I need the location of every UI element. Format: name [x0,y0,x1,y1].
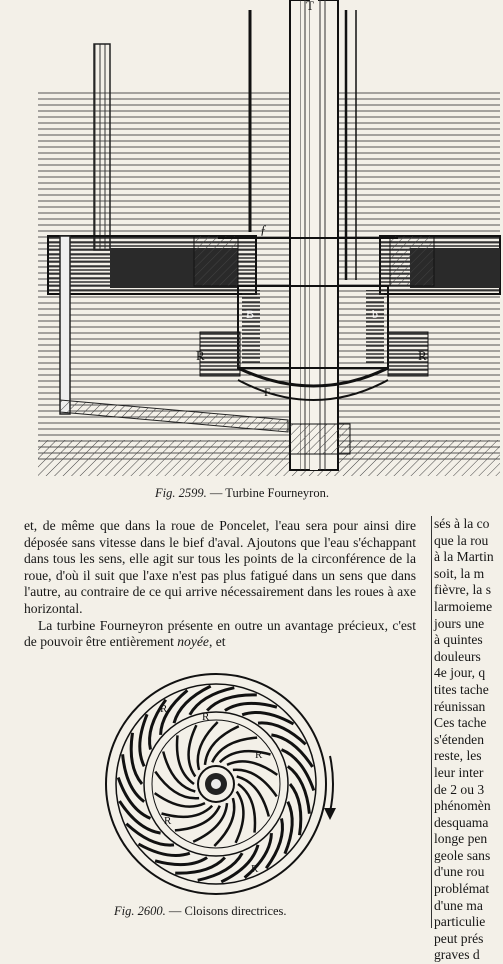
right-column-line: reste, les [434,748,482,764]
label-bottom-f: F [264,385,271,399]
right-column-line: desquama [434,814,489,830]
figure2-caption [114,904,287,919]
right-column-line: phénomèn [434,798,491,814]
right-column-line: douleurs [434,648,481,664]
paragraph-1: et, de même que dans la roue de Poncelet, l'eau sera pour ainsi dire déposée sans vitesse dans le bief d'aval. Ajoutons que l'eau s'échappant dans tous les sens, elle agit sur tous les points de la circonférence de la roue, d'où il suit que l'axe n'est pas plus fatigué dans un sens que dans l'autre, au contraire de ce qui arrive nécessairement dans les roues à axe horizontal. [24,518,416,616]
right-column-line: réunissan [434,698,486,714]
wheel-label-r-4: R [202,711,210,723]
right-column-line: jours une [434,615,485,631]
right-column-line: leur inter [434,764,484,780]
paragraph-2 [24,618,416,651]
label-b-left: B [246,307,255,321]
figure2-caption-text: — Cloisons directrices. [168,904,287,918]
paragraph-2-emphasis: noyée [177,634,209,650]
right-column-line: d'une rou [434,864,485,880]
right-column-line: graves d [434,947,480,963]
wheel-vane [177,735,194,784]
figure1-caption [155,486,329,501]
right-column-line: 4e jour, q [434,665,486,681]
label-r-left: R [196,348,205,363]
wheel-vane [285,802,292,854]
right-column-line: problémat [434,881,490,897]
right-column-line: s'étenden [434,731,485,747]
wheel-vane [238,784,255,833]
wheel-vane [198,722,218,770]
label-top-t: T [306,0,314,13]
right-column-line: fièvre, la s [434,582,491,598]
right-column-line: sés à la co [434,516,490,531]
right-column-line: que la rou [434,532,489,548]
wheel-vane [214,798,234,846]
wheel-vane [155,772,199,799]
right-column-line: soit, la m [434,565,485,581]
right-column-line: particulie [434,914,486,930]
wheel-vane [233,770,277,797]
figure2-caption-number: Fig. 2600. [114,904,166,918]
wheel-vane [190,688,235,715]
wheel-label-r-3: R [164,815,172,827]
right-column-line: peut prés [434,930,484,946]
right-column-line: tites tache [434,681,489,697]
figure-cloisons-directrices [98,664,348,904]
wheel-vane [155,858,207,865]
paragraph-2-end: , et [208,634,226,650]
wheel-vane [236,792,244,843]
wheel-label-r-2: R [255,749,263,761]
label-b-right: b [372,307,378,321]
figure1-caption-number: Fig. 2599. [155,486,207,500]
right-text-column [431,516,503,963]
wheel-vane [225,703,277,710]
label-pipe-f: ƒ [260,222,267,237]
right-column-line: larmoieme [434,598,493,614]
right-column-line: longe pen [434,831,488,847]
right-column-line: Ces tache [434,715,487,731]
figure-turbine-fourneyron [38,0,500,478]
right-column-line: à la Martin [434,549,494,565]
figure1-caption-text: — Turbine Fourneyron. [209,486,329,500]
wheel-vane [140,714,147,766]
right-column-line: à quintes [434,632,483,648]
wheel-vane [198,853,243,880]
main-text-column [24,518,416,651]
wheel-label-r-5: R [251,863,259,875]
wheel-label-r-1: R [160,703,168,715]
label-r-right: R [418,348,427,363]
right-column-line: de 2 ou 3 [434,781,485,797]
right-column-line: d'une ma [434,897,483,913]
paragraph-2-start: La turbine Fourneyron présente en outre un avantage précieux, c'est de pouvoir être entièrement [24,617,416,650]
right-column-line: geole sans [434,847,491,863]
wheel-vane [189,725,197,776]
